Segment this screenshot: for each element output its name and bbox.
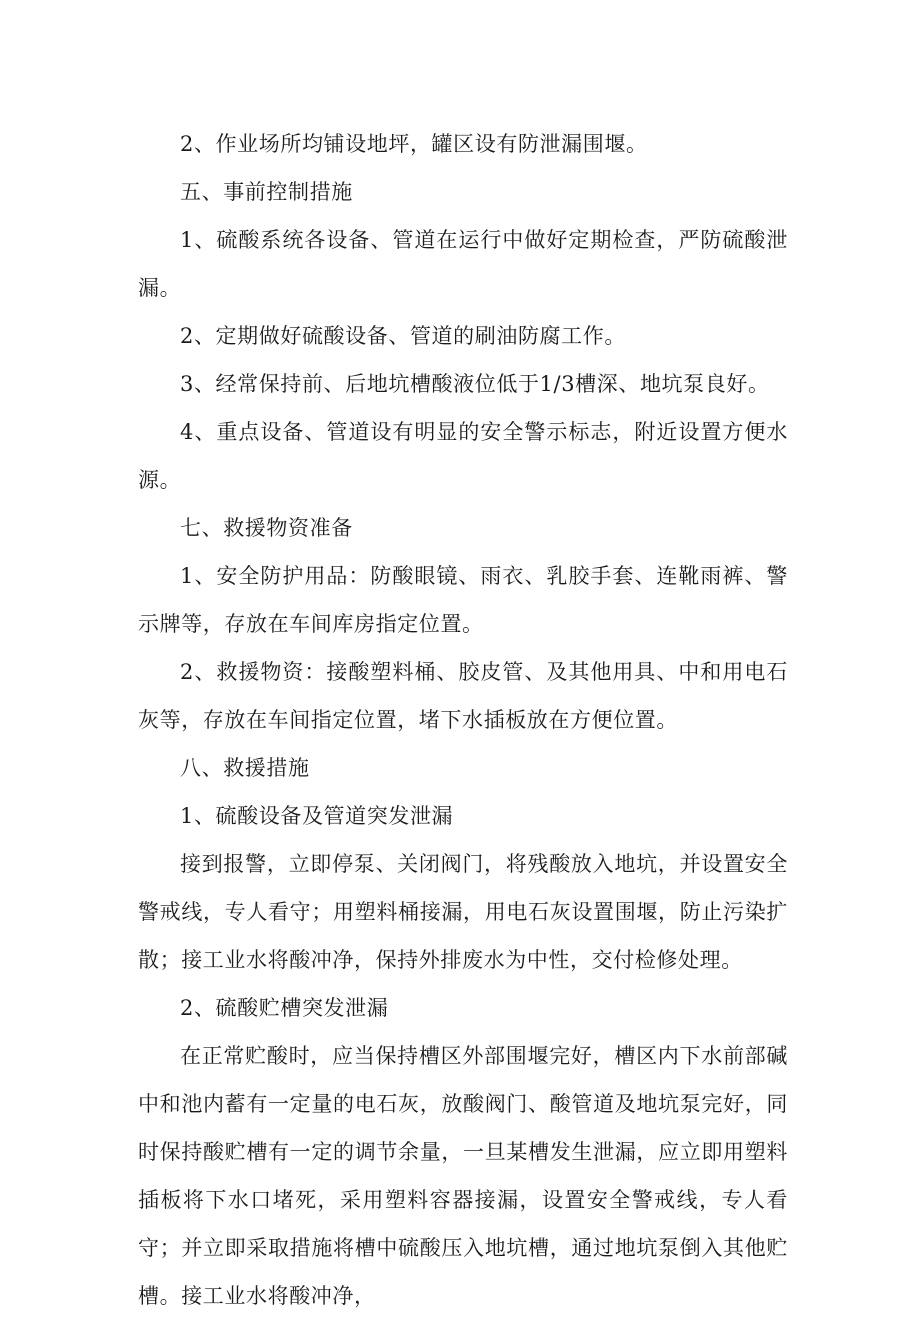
section-heading-prevention: 五、事前控制措施	[180, 180, 353, 204]
subheading-pipe-leak: 1、硫酸设备及管道突发泄漏	[180, 804, 454, 828]
paragraph-pipe-leak-response: 接到报警，立即停泵、关闭阀门，将残酸放入地坑，并设置安全警戒线，专人看守；用塑料桶接漏，用电石灰设置围堰，防止污染扩散；接工业水将酸冲净，保持外排废水为中性，交付检修处理。	[138, 852, 788, 972]
paragraph-rescue-materials: 2、救援物资：接酸塑料桶、胶皮管、及其他用具、中和用电石灰等，存放在车间指定位置，堵下水插板放在方便位置。	[138, 660, 788, 732]
section-heading-supplies: 七、救援物资准备	[180, 516, 353, 540]
paragraph-ground-paving: 2、作业场所均铺设地坪，罐区设有防泄漏围堰。	[180, 132, 648, 156]
section-heading-rescue: 八、救援措施	[180, 756, 310, 780]
document-body	[138, 120, 788, 1320]
paragraph-anticorrosion: 2、定期做好硫酸设备、管道的刷油防腐工作。	[180, 324, 626, 348]
paragraph-tank-leak-response: 在正常贮酸时，应当保持槽区外部围堰完好，槽区内下水前部碱中和池内蓄有一定量的电石灰，放酸阀门、酸管道及地坑泵完好，同时保持酸贮槽有一定的调节余量，一旦某槽发生泄漏，应立即用塑料插板将下水口堵死，采用塑料容器接漏，设置安全警戒线，专人看守；并立即采取措施将槽中硫酸压入地坑槽，通过地坑泵倒入其他贮槽。接工业水将酸冲净，	[138, 1044, 788, 1308]
paragraph-pit-level: 3、经常保持前、后地坑槽酸液位低于1/3槽深、地坑泵良好。	[180, 372, 770, 396]
subheading-tank-leak: 2、硫酸贮槽突发泄漏	[180, 996, 389, 1020]
paragraph-warning-signs: 4、重点设备、管道设有明显的安全警示标志，附近设置方便水源。	[138, 420, 788, 492]
paragraph-protective-gear: 1、安全防护用品：防酸眼镜、雨衣、乳胶手套、连靴雨裤、警示牌等，存放在车间库房指定位置。	[138, 564, 788, 636]
paragraph-regular-inspection: 1、硫酸系统各设备、管道在运行中做好定期检查，严防硫酸泄漏。	[138, 228, 788, 300]
